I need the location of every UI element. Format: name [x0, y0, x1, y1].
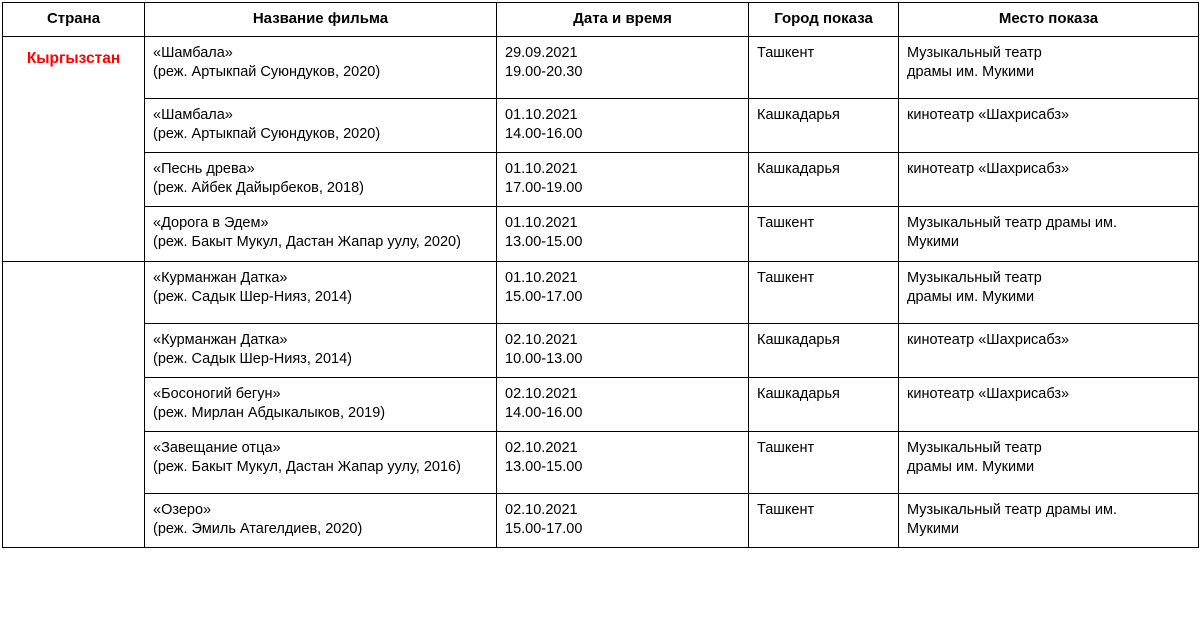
datetime-cell	[497, 377, 749, 431]
venue-cell	[899, 207, 1199, 261]
film-director: (реж. Бакыт Мукул, Дастан Жапар уулу, 2016)	[153, 459, 461, 476]
screening-time: 13.00-15.00	[505, 459, 583, 476]
film-cell	[145, 494, 497, 548]
city-cell: Ташкент	[749, 432, 899, 494]
venue-line-1: Музыкальный театр	[907, 440, 1042, 457]
film-title: «Песнь древа»	[153, 161, 255, 178]
screening-date: 02.10.2021	[505, 502, 578, 519]
table-row	[3, 432, 1199, 494]
screening-time: 19.00-20.30	[505, 63, 583, 80]
venue-line-1: Музыкальный театр драмы им.	[907, 215, 1117, 232]
city-cell: Кашкадарья	[749, 98, 899, 152]
country-label: Кыргызстан	[26, 49, 121, 67]
venue-line-2: драмы им. Мукими	[907, 288, 1035, 305]
film-director: (реж. Айбек Дайырбеков, 2018)	[153, 180, 364, 197]
venue-cell	[899, 36, 1199, 98]
venue-cell	[899, 377, 1199, 431]
datetime-cell	[497, 36, 749, 98]
film-director: (реж. Артыкпай Суюндуков, 2020)	[153, 125, 381, 142]
venue-line-1: Музыкальный театр	[907, 269, 1042, 286]
venue-line-1: Музыкальный театр драмы им.	[907, 502, 1117, 519]
datetime-cell	[497, 323, 749, 377]
screening-date: 02.10.2021	[505, 385, 578, 402]
screening-date: 01.10.2021	[505, 269, 578, 286]
venue-cell	[899, 494, 1199, 548]
film-title: «Курманжан Датка»	[153, 331, 288, 348]
film-cell	[145, 207, 497, 261]
table-row	[3, 261, 1199, 323]
screening-time: 14.00-16.00	[505, 404, 583, 421]
document-sheet	[0, 2, 1200, 548]
table-header	[3, 3, 1199, 37]
venue-line-2: драмы им. Мукими	[907, 63, 1035, 80]
screening-time: 13.00-15.00	[505, 234, 583, 251]
city-cell: Ташкент	[749, 36, 899, 98]
country-cell-continued	[3, 261, 145, 548]
column-header-date-time: Дата и время	[497, 3, 749, 37]
film-cell	[145, 323, 497, 377]
screening-date: 01.10.2021	[505, 106, 578, 123]
table-row	[3, 207, 1199, 261]
table-header-row	[3, 3, 1199, 37]
film-title: «Курманжан Датка»	[153, 269, 288, 286]
datetime-cell	[497, 207, 749, 261]
city-cell: Кашкадарья	[749, 377, 899, 431]
table-row	[3, 36, 1199, 98]
film-title: «Завещание отца»	[153, 440, 281, 457]
city-cell: Ташкент	[749, 494, 899, 548]
country-cell-kyrgyzstan	[3, 36, 145, 261]
film-director: (реж. Артыкпай Суюндуков, 2020)	[153, 63, 381, 80]
venue-line-2: Мукими	[907, 521, 960, 538]
film-cell	[145, 98, 497, 152]
screening-time: 15.00-17.00	[505, 288, 583, 305]
table-row	[3, 494, 1199, 548]
datetime-cell	[497, 432, 749, 494]
screening-date: 01.10.2021	[505, 215, 578, 232]
film-cell	[145, 261, 497, 323]
film-title: «Босоногий бегун»	[153, 385, 281, 402]
venue-cell	[899, 323, 1199, 377]
film-director: (реж. Садык Шер-Нияз, 2014)	[153, 288, 352, 305]
city-cell: Кашкадарья	[749, 323, 899, 377]
datetime-cell	[497, 98, 749, 152]
screening-date: 02.10.2021	[505, 331, 578, 348]
venue-line-1: Музыкальный театр	[907, 44, 1042, 61]
film-director: (реж. Мирлан Абдыкалыков, 2019)	[153, 404, 386, 421]
film-director: (реж. Эмиль Атагелдиев, 2020)	[153, 521, 363, 538]
venue-cell	[899, 261, 1199, 323]
screening-time: 10.00-13.00	[505, 350, 583, 367]
venue-line-1: кинотеатр «Шахрисабз»	[907, 385, 1070, 402]
screening-date: 02.10.2021	[505, 440, 578, 457]
film-cell	[145, 377, 497, 431]
film-title: «Дорога в Эдем»	[153, 215, 269, 232]
datetime-cell	[497, 153, 749, 207]
venue-line-1: кинотеатр «Шахрисабз»	[907, 331, 1070, 348]
table-body	[3, 36, 1199, 548]
city-cell: Ташкент	[749, 261, 899, 323]
column-header-venue: Место показа	[899, 3, 1199, 37]
venue-line-2: Мукими	[907, 234, 960, 251]
screening-time: 15.00-17.00	[505, 521, 583, 538]
table-row	[3, 153, 1199, 207]
film-cell	[145, 432, 497, 494]
film-schedule-table	[2, 2, 1199, 548]
film-director: (реж. Садык Шер-Нияз, 2014)	[153, 350, 352, 367]
film-cell	[145, 153, 497, 207]
city-cell: Ташкент	[749, 207, 899, 261]
film-title: «Шамбала»	[153, 44, 233, 61]
film-title: «Озеро»	[153, 502, 212, 519]
venue-cell	[899, 153, 1199, 207]
venue-line-1: кинотеатр «Шахрисабз»	[907, 106, 1070, 123]
film-director: (реж. Бакыт Мукул, Дастан Жапар уулу, 2020)	[153, 234, 461, 251]
city-cell: Кашкадарья	[749, 153, 899, 207]
table-row	[3, 377, 1199, 431]
venue-cell	[899, 432, 1199, 494]
datetime-cell	[497, 494, 749, 548]
screening-date: 29.09.2021	[505, 44, 578, 61]
table-row	[3, 98, 1199, 152]
film-title: «Шамбала»	[153, 106, 233, 123]
venue-line-2: драмы им. Мукими	[907, 459, 1035, 476]
screening-time: 17.00-19.00	[505, 180, 583, 197]
column-header-city: Город показа	[749, 3, 899, 37]
column-header-country: Страна	[3, 3, 145, 37]
screening-time: 14.00-16.00	[505, 125, 583, 142]
venue-line-1: кинотеатр «Шахрисабз»	[907, 161, 1070, 178]
column-header-film-title: Название фильма	[145, 3, 497, 37]
screening-date: 01.10.2021	[505, 161, 578, 178]
datetime-cell	[497, 261, 749, 323]
venue-cell	[899, 98, 1199, 152]
table-row	[3, 323, 1199, 377]
film-cell	[145, 36, 497, 98]
